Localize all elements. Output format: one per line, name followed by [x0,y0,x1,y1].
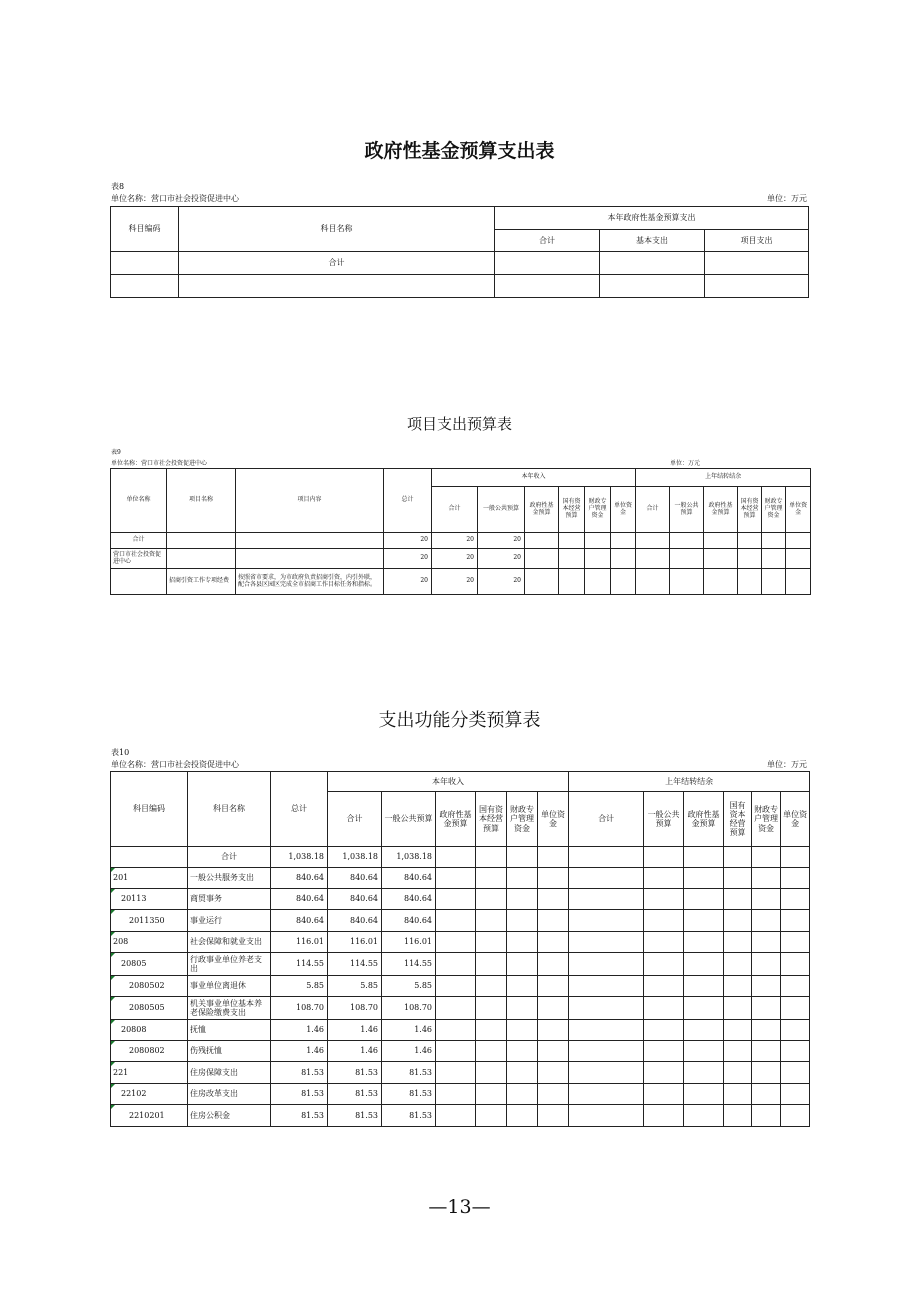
table10-cell-empty [724,932,752,953]
table10-cell-total: 116.01 [271,932,328,953]
table-row [111,932,810,953]
table10-cell-name: 社会保障和就业支出 [188,932,271,953]
table10-cell-empty [724,976,752,997]
table9-header-carry-unitfund: 单位资金 [786,487,811,533]
table10-cell-code: 20805 [111,953,188,976]
table10-cell-name: 商贸事务 [188,889,271,910]
table10-cell-empty [684,910,724,932]
table10-cell-empty [724,953,752,976]
table10-cell-empty [684,847,724,868]
table10-cell-current-total: 114.55 [328,953,382,976]
table10-cell-empty [724,910,752,932]
table10-cell-empty [436,976,476,997]
table10-header-total: 总计 [271,772,328,847]
table8-header-group: 本年政府性基金预算支出 [495,207,809,230]
table10-cell-empty [684,1062,724,1084]
table10-cell-code: 2080502 [111,976,188,997]
table10-cell-empty [752,1084,781,1105]
table8-header-basic: 基本支出 [600,230,705,252]
table10-cell-code: 22102 [111,1084,188,1105]
table10-cell-empty [644,1041,684,1062]
table10-cell-current-total: 840.64 [328,889,382,910]
table10-cell-empty [781,868,810,889]
table10-cell-code: 201 [111,868,188,889]
table10-cell-name: 住房改革支出 [188,1084,271,1105]
table10-cell-empty [684,889,724,910]
page-number: —13— [428,1196,491,1218]
table10-cell-empty [476,910,507,932]
table9-cell-current-general: 20 [478,549,525,569]
table10-cell-empty [724,1041,752,1062]
table10-cell-total: 108.70 [271,997,328,1020]
table9-cell-unit: 营口市社会投资促进中心 [111,549,167,569]
table8-unit: 单位：万元 [767,194,807,203]
table10-cell-empty [436,847,476,868]
table10-cell-empty [752,997,781,1020]
table10-cell-empty [644,1105,684,1127]
table10-header-current-statecapital: 国有资本经营预算 [476,792,507,847]
table10-cell-empty [507,847,538,868]
table9-cell-unit: 合计 [111,533,167,549]
table10-cell-empty [569,1084,644,1105]
table-row [111,1041,810,1062]
table10-cell-empty [538,1041,569,1062]
table10-cell-empty [476,932,507,953]
table10-cell-empty [644,1020,684,1041]
table10-cell-empty [476,889,507,910]
table9-header-carry-special: 财政专户管理资金 [762,487,786,533]
table-row [111,533,811,549]
table-row [111,910,810,932]
table10-header-name: 科目名称 [188,772,271,847]
table10-cell-empty [569,976,644,997]
table-row [111,847,810,868]
table10-cell-empty [538,932,569,953]
table9-cell-content: 按照省市要求，为市政府负责招商引资，内引外联，配合各县区园区完成全市招商工作目标任务和指标。 [236,569,384,595]
table10-cell-name: 伤残抚恤 [188,1041,271,1062]
table10-cell-code: 2210201 [111,1105,188,1127]
table10-header-current-general: 一般公共预算 [382,792,436,847]
table8-header-project: 项目支出 [705,230,809,252]
table9-header-carry-total: 合计 [636,487,670,533]
table8-header-name: 科目名称 [179,207,495,252]
table10-cell-current-general: 81.53 [382,1062,436,1084]
table10-cell-empty [752,1041,781,1062]
table8-number: 表8 [111,182,125,191]
table10-cell-empty [507,1020,538,1041]
table10-cell-empty [569,889,644,910]
table9-cell-current-general: 20 [478,533,525,549]
table10-cell-empty [436,932,476,953]
table10-cell-code: 208 [111,932,188,953]
table9-header-carry-statecapital: 国有资本经营预算 [738,487,762,533]
table10-cell-empty [781,997,810,1020]
table10-cell-empty [724,1084,752,1105]
table10-cell-empty [752,889,781,910]
table10-cell-code: 20808 [111,1020,188,1041]
table10-cell-empty [684,868,724,889]
table10-cell-empty [644,932,684,953]
table10-cell-empty [538,953,569,976]
table9-cell-project: 招商引资工作专项经费 [167,569,236,595]
table-row [111,953,810,976]
table9-header-current: 本年收入 [432,469,636,487]
table10-header-current-special: 财政专户管理资金 [507,792,538,847]
table10-cell-current-total: 81.53 [328,1105,382,1127]
table9-unit: 单位：万元 [670,460,701,467]
table10-header-carry-general: 一般公共预算 [644,792,684,847]
table10-cell-empty [724,847,752,868]
table9-header-current-total: 合计 [432,487,478,533]
table10-cell-total: 81.53 [271,1084,328,1105]
table10-cell-code: 2011350 [111,910,188,932]
table10-cell-empty [507,1105,538,1127]
table10-cell-empty [781,976,810,997]
table10-number: 表10 [111,748,130,757]
table10-cell-empty [476,1105,507,1127]
table8-total-label: 合计 [179,252,495,275]
table10-cell-current-general: 81.53 [382,1105,436,1127]
table10-cell-empty [724,889,752,910]
table10-cell-empty [538,1020,569,1041]
table10-cell-total: 840.64 [271,910,328,932]
table9-header-unit: 单位名称 [111,469,167,533]
table10-cell-empty [569,1062,644,1084]
table10-cell-empty [436,1020,476,1041]
table10-cell-empty [507,997,538,1020]
table10 [110,771,810,1127]
table10-cell-empty [476,1062,507,1084]
table10-header-current-unitfund: 单位资金 [538,792,569,847]
table-row [111,1020,810,1041]
table10-cell-empty [781,1041,810,1062]
table9-header-carry-general: 一般公共预算 [670,487,704,533]
table10-cell-current-general: 108.70 [382,997,436,1020]
table8-title: 政府性基金预算支出表 [364,140,555,162]
table10-cell-total: 1,038.18 [271,847,328,868]
table9-header-current-govfund: 政府性基金预算 [525,487,559,533]
table10-cell-total: 114.55 [271,953,328,976]
table9 [110,468,811,595]
table10-cell-empty [538,910,569,932]
table9-unit-name: 单位名称：营口市社会投资促进中心 [111,460,208,467]
table10-cell-current-total: 840.64 [328,868,382,889]
table9-title: 项目支出预算表 [406,415,512,433]
table10-cell-total: 1.46 [271,1020,328,1041]
table10-cell-name: 事业运行 [188,910,271,932]
table10-cell-name: 事业单位离退休 [188,976,271,997]
table10-cell-empty [781,932,810,953]
table10-cell-total: 81.53 [271,1062,328,1084]
table10-cell-empty [569,1105,644,1127]
table10-header-current-govfund: 政府性基金预算 [436,792,476,847]
table10-cell-empty [644,847,684,868]
table10-cell-name: 机关事业单位基本养老保险缴费支出 [188,997,271,1020]
table10-cell-empty [436,953,476,976]
table10-cell-empty [781,847,810,868]
table10-cell-empty [684,932,724,953]
table10-cell-empty [644,976,684,997]
table10-unit-name: 单位名称：营口市社会投资促进中心 [111,760,239,769]
table10-cell-empty [476,997,507,1020]
table9-cell-project [167,533,236,549]
table9-cell-total: 20 [384,533,432,549]
table10-cell-current-total: 81.53 [328,1062,382,1084]
table10-header-carry-total: 合计 [569,792,644,847]
table9-header-project: 项目名称 [167,469,236,533]
table10-cell-empty [752,847,781,868]
table10-header-carry-special: 财政专户管理资金 [752,792,781,847]
table10-cell-empty [644,1062,684,1084]
table10-cell-empty [781,1084,810,1105]
table10-cell-empty [644,997,684,1020]
table10-cell-empty [476,976,507,997]
table10-cell-empty [684,1084,724,1105]
table10-cell-empty [781,1062,810,1084]
table10-cell-empty [569,910,644,932]
table-row [111,275,809,298]
table10-cell-empty [781,889,810,910]
table10-cell-empty [644,910,684,932]
table10-cell-code: 2080505 [111,997,188,1020]
table10-cell-empty [538,976,569,997]
table10-cell-empty [752,932,781,953]
table10-cell-empty [436,997,476,1020]
table10-cell-empty [436,1084,476,1105]
table10-cell-name: 行政事业单位养老支出 [188,953,271,976]
table10-header-carry-statecapital: 国有资本经营预算 [724,792,752,847]
table8-header-code: 科目编码 [111,207,179,252]
table9-header-carry-govfund: 政府性基金预算 [704,487,738,533]
table10-cell-empty [724,1105,752,1127]
table10-cell-empty [507,1041,538,1062]
table10-cell-empty [752,1062,781,1084]
table10-cell-empty [436,1062,476,1084]
table10-cell-empty [781,910,810,932]
table10-cell-empty [752,868,781,889]
table10-cell-current-total: 81.53 [328,1084,382,1105]
table10-cell-empty [684,1020,724,1041]
table10-cell-total: 81.53 [271,1105,328,1127]
table10-cell-empty [569,1020,644,1041]
table9-header-total: 总计 [384,469,432,533]
table9-cell-total: 20 [384,549,432,569]
table8-unit-name: 单位名称：营口市社会投资促进中心 [111,194,239,203]
table10-cell-current-general: 114.55 [382,953,436,976]
table10-cell-empty [569,868,644,889]
table10-cell-empty [569,997,644,1020]
table10-cell-current-general: 1.46 [382,1020,436,1041]
table10-cell-empty [507,932,538,953]
table10-cell-empty [781,953,810,976]
table9-header-content: 项目内容 [236,469,384,533]
table10-cell-current-general: 1,038.18 [382,847,436,868]
table10-cell-empty [724,868,752,889]
table9-cell-current-general: 20 [478,569,525,595]
table10-cell-current-general: 116.01 [382,932,436,953]
table10-cell-empty [684,1041,724,1062]
table10-cell-current-general: 81.53 [382,1084,436,1105]
table10-cell-empty [507,868,538,889]
table-row [111,1062,810,1084]
table10-cell-name: 住房保障支出 [188,1062,271,1084]
table9-header-current-statecapital: 国有资本经营预算 [559,487,585,533]
table9-number: 表9 [111,449,121,456]
table10-cell-current-general: 840.64 [382,868,436,889]
table9-cell-current-total: 20 [432,549,478,569]
table-row [111,252,809,275]
table10-cell-empty [781,1105,810,1127]
table10-cell-empty [476,868,507,889]
table10-cell-total: 5.85 [271,976,328,997]
table9-header-current-general: 一般公共预算 [478,487,525,533]
table10-cell-empty [644,1084,684,1105]
table10-header-code: 科目编码 [111,772,188,847]
table10-cell-name: 住房公积金 [188,1105,271,1127]
table10-title: 支出功能分类预算表 [378,710,541,731]
table10-cell-empty [752,1020,781,1041]
table10-cell-empty [724,1020,752,1041]
table8-header-total: 合计 [495,230,600,252]
table10-cell-empty [752,976,781,997]
table10-cell-code: 221 [111,1062,188,1084]
table10-cell-empty [476,1041,507,1062]
table10-cell-empty [538,868,569,889]
table10-cell-empty [569,1041,644,1062]
table10-cell-empty [476,847,507,868]
table-row [111,976,810,997]
table10-cell-empty [569,953,644,976]
table10-cell-total: 840.64 [271,889,328,910]
table9-header-current-special: 财政专户管理资金 [585,487,611,533]
table10-cell-current-general: 5.85 [382,976,436,997]
table9-cell-current-total: 20 [432,569,478,595]
table10-cell-empty [507,953,538,976]
table10-header-current-total: 合计 [328,792,382,847]
table-row [111,569,811,595]
table9-header-current-unitfund: 单位资金 [611,487,636,533]
table10-header-carry: 上年结转结余 [569,772,810,792]
table10-cell-current-total: 5.85 [328,976,382,997]
table10-header-carry-unitfund: 单位资金 [781,792,810,847]
table10-cell-empty [538,889,569,910]
table-row [111,997,810,1020]
table-row [111,1105,810,1127]
table10-cell-current-total: 1.46 [328,1041,382,1062]
table-row [111,889,810,910]
table10-cell-empty [436,868,476,889]
table10-cell-empty [538,847,569,868]
table9-cell-unit [111,569,167,595]
table10-cell-empty [436,910,476,932]
table10-cell-empty [644,868,684,889]
table10-cell-total: 1.46 [271,1041,328,1062]
table10-cell-name: 抚恤 [188,1020,271,1041]
table10-unit: 单位：万元 [767,760,807,769]
table10-cell-current-total: 840.64 [328,910,382,932]
table10-cell-empty [538,1062,569,1084]
table10-cell-empty [476,1084,507,1105]
table9-cell-content [236,533,384,549]
table9-cell-project [167,549,236,569]
table10-cell-empty [752,953,781,976]
table-row [111,1084,810,1105]
table10-cell-empty [436,1105,476,1127]
table10-cell-name: 合计 [188,847,271,868]
table10-cell-current-total: 108.70 [328,997,382,1020]
table10-cell-empty [538,1084,569,1105]
table10-cell-empty [507,889,538,910]
table10-cell-code [111,847,188,868]
table-row [111,549,811,569]
table10-cell-current-total: 116.01 [328,932,382,953]
table10-cell-code: 20113 [111,889,188,910]
table10-cell-empty [752,910,781,932]
table10-cell-empty [644,889,684,910]
table10-cell-current-general: 1.46 [382,1041,436,1062]
table10-cell-name: 一般公共服务支出 [188,868,271,889]
table9-cell-total: 20 [384,569,432,595]
table10-cell-current-total: 1.46 [328,1020,382,1041]
table10-cell-empty [538,1105,569,1127]
table10-cell-empty [507,976,538,997]
table10-cell-empty [684,976,724,997]
table10-cell-current-general: 840.64 [382,910,436,932]
table9-cell-current-total: 20 [432,533,478,549]
table10-cell-total: 840.64 [271,868,328,889]
table10-cell-empty [644,953,684,976]
table8 [110,206,809,298]
table10-header-carry-govfund: 政府性基金预算 [684,792,724,847]
table10-cell-current-total: 1,038.18 [328,847,382,868]
table10-cell-empty [476,1020,507,1041]
table10-cell-empty [507,910,538,932]
table10-cell-empty [781,1020,810,1041]
table10-header-current: 本年收入 [328,772,569,792]
table10-cell-code: 2080802 [111,1041,188,1062]
table9-header-carry: 上年结转结余 [636,469,811,487]
table9-cell-content [236,549,384,569]
table10-cell-empty [436,889,476,910]
table10-cell-current-general: 840.64 [382,889,436,910]
table10-cell-empty [507,1062,538,1084]
table10-cell-empty [684,1105,724,1127]
table10-cell-empty [476,953,507,976]
table10-cell-empty [752,1105,781,1127]
table10-cell-empty [507,1084,538,1105]
table-row [111,868,810,889]
table10-body [111,847,810,1127]
table10-cell-empty [569,847,644,868]
table10-cell-empty [684,953,724,976]
table10-cell-empty [436,1041,476,1062]
table10-cell-empty [684,997,724,1020]
table10-cell-empty [724,997,752,1020]
table10-cell-empty [569,932,644,953]
table10-cell-empty [538,997,569,1020]
table10-cell-empty [724,1062,752,1084]
